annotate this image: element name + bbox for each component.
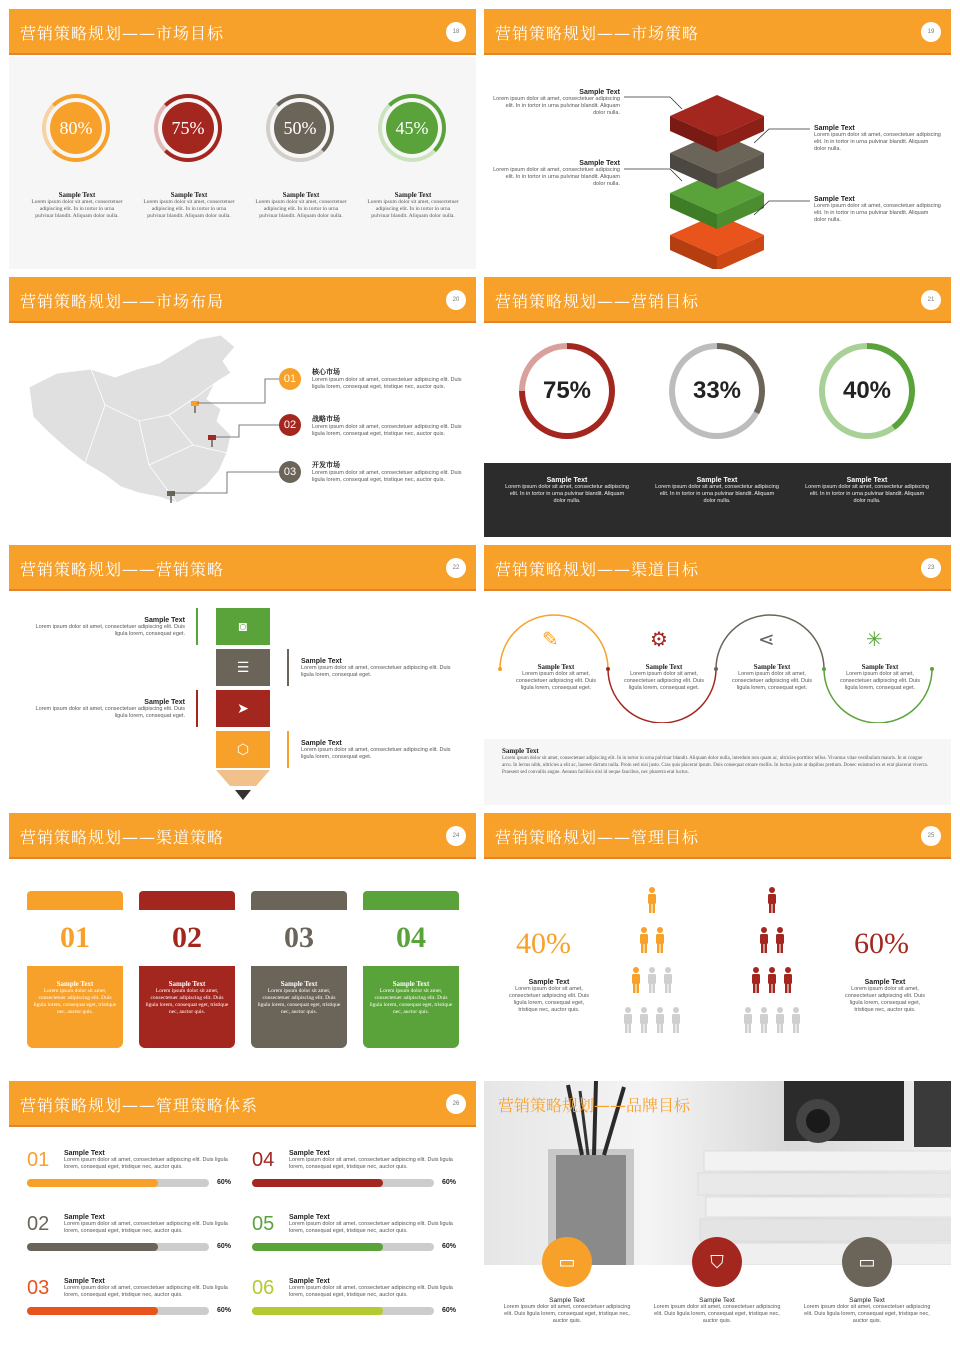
progress-fill (252, 1179, 383, 1187)
wave-timeline (484, 593, 951, 723)
percent-value: 60% (854, 927, 909, 960)
percent-value: 45% (386, 102, 438, 154)
item-label: Sample Text (58, 191, 96, 199)
item-text: Lorem ipsum dolor sit amet, consectetuer adipiscing elit. Duis ligula lorem, consequat eget, tristique nec, auctor quis. (289, 1285, 453, 1298)
bookmark-icon: ⛉ (692, 1237, 742, 1287)
item-text: Lorem ipsum dolor sit amet, consectetuer adipiscing elit. Duis ligula lorem, consequat eget, tristique nec, auctor quis. (289, 1221, 453, 1234)
item-body (289, 1150, 461, 1171)
item-number: 06 (252, 1277, 275, 1299)
share-icon: ⋖ (758, 629, 775, 651)
item (301, 740, 451, 761)
loading-icon: ✳ (866, 629, 883, 651)
person-icon (640, 927, 648, 953)
item-label: Sample Text (289, 1150, 330, 1157)
percent-value: 75% (162, 102, 214, 154)
item-label: Sample Text (696, 477, 738, 484)
page-number: 22 (446, 558, 466, 578)
page-number: 23 (921, 558, 941, 578)
item-text: Lorem ipsum dolor sit amet, consectetuer adipiscing elit. In in tortor in urna pulvinar blandit. Aliquam dolor nulla. (493, 167, 620, 187)
slide-25 (484, 813, 951, 1073)
box-label: Sample Text (502, 747, 539, 755)
content-bg (9, 57, 476, 269)
person-icon (624, 1007, 632, 1033)
progress-percent: 60% (217, 1243, 232, 1250)
item-label: Sample Text (645, 663, 683, 671)
item-label: Sample Text (549, 1297, 585, 1304)
item-label: Sample Text (579, 89, 620, 96)
item-text: Lorem ipsum dolor sit amet, consectetur adipiscing elit. In in tortor in urna pulvinar blandit. Aliquam dolor nulla. (655, 484, 779, 504)
card-text: Lorem ipsum dolor sit amet, consectetuer adipiscing elit. Duis ligula lorem, consequat eget, tristique nec, auctor quis. (257, 988, 341, 1015)
slide-23 (484, 545, 951, 805)
card-label: Sample Text (56, 980, 94, 988)
item-text: Lorem ipsum dolor sit amet, consectetuer adipiscing elit. Duis ligula lorem, consequat eget. (731, 671, 813, 691)
item-label: Sample Text (846, 477, 888, 484)
strategy-item (27, 1147, 237, 1207)
item (312, 460, 462, 484)
item-text: Lorem ipsum dolor sit amet, consectetuer adipiscing elit. In in tortor in urna pulvinar blandit. Aliquam dolor nulla. (367, 199, 459, 219)
summary-box (484, 739, 951, 805)
layer-red (670, 95, 764, 152)
slide-24 (9, 813, 476, 1073)
slide-header (484, 545, 951, 591)
item-label: Sample Text (537, 663, 575, 671)
paper-plane-icon: ➤ (216, 690, 270, 727)
item-text: Lorem ipsum dolor sit amet, consectetuer adipiscing elit. Duis ligula lorem, consequat eget, tristique nec, auctor quis. (312, 424, 462, 437)
progress-ring (154, 94, 222, 162)
card-label: Sample Text (280, 980, 318, 988)
item-number: 03 (27, 1277, 50, 1299)
card-number: 03 (284, 921, 314, 954)
item-text: Lorem ipsum dolor sit amet, consectetuer adipiscing elit. Duis ligula lorem, consequat eget, tristique nec, auctor quis. (503, 1304, 631, 1324)
slide-header (9, 813, 476, 859)
pin-icon (191, 401, 199, 406)
item-label: Sample Text (282, 191, 320, 199)
item-label: Sample Text (753, 663, 791, 671)
item-text: Lorem ipsum dolor sit amet, consectetuer adipiscing elit. Duis ligula lorem, consequat eget, tristique nec, auctor quis. (312, 377, 462, 390)
item-text: Lorem ipsum dolor sit amet, consectetuer adipiscing elit. In in tortor in urna pulvinar blandit. Aliquam dolor nulla. (493, 96, 620, 116)
item-body (64, 1278, 236, 1299)
card-text: Lorem ipsum dolor sit amet, consectetuer adipiscing elit. Duis ligula lorem, consequat eget, tristique nec, auctor quis. (33, 988, 117, 1015)
item (840, 979, 930, 1014)
item-text: Lorem ipsum dolor sit amet, consectetuer adipiscing elit. Duis ligula lorem, consequat eget. (301, 747, 451, 760)
item-text: Lorem ipsum dolor sit amet, consectetuer adipiscing elit. In in tortor in urna pulvinar blandit. Aliquam dolor nulla. (143, 199, 235, 219)
item (367, 191, 459, 220)
badge-number: 02 (283, 419, 297, 431)
progress-ring (266, 94, 334, 162)
item-label: Sample Text (579, 160, 620, 167)
item-text: Lorem ipsum dolor sit amet, consectetuer adipiscing elit. Duis ligula lorem, consequat eget, tristique nec, auctor quis. (803, 1304, 931, 1324)
item-label: Sample Text (144, 699, 185, 706)
item-text: Lorem ipsum dolor sit amet, consectetuer adipiscing elit. Duis ligula lorem, consequat eget, tristique nec, auctor quis. (508, 986, 590, 1013)
person-icon (776, 927, 784, 953)
item-text: Lorem ipsum dolor sit amet, consectetur adipiscing elit. In in tortor in urna pulvinar blandit. Aliquam dolor nulla. (505, 484, 629, 504)
item (255, 191, 347, 220)
people-pyramid-right (734, 887, 814, 1051)
percent-value: 33% (675, 349, 759, 433)
item (143, 191, 235, 220)
item (620, 663, 708, 692)
slide-header (484, 9, 951, 55)
channel-card (27, 891, 123, 1048)
slide-22 (9, 545, 476, 805)
item-label: Sample Text (699, 1297, 735, 1304)
item-text: Lorem ipsum dolor sit amet, consectetuer adipiscing elit. Duis ligula lorem, consequat eget. (515, 671, 597, 691)
item-label: Sample Text (301, 740, 342, 747)
strategy-item (252, 1147, 462, 1207)
item-number: 05 (252, 1213, 275, 1235)
progress-bar (27, 1179, 209, 1187)
strategy-item (27, 1275, 237, 1335)
progress-percent: 60% (442, 1307, 457, 1314)
slide-title: 营销策略规划——市场目标 (20, 24, 225, 43)
item-text: Lorem ipsum dolor sit amet, consectetuer adipiscing elit. Duis ligula lorem, consequat eget. (35, 624, 185, 637)
person-icon (640, 1007, 648, 1033)
progress-percent: 60% (442, 1243, 457, 1250)
slide-title: 营销策略规划——管理目标 (495, 828, 700, 847)
channel-card (139, 891, 235, 1048)
person-icon (656, 1007, 664, 1033)
slide-title: 营销策略规划——市场布局 (20, 292, 225, 311)
item-label: Sample Text (814, 196, 855, 203)
divider (287, 731, 289, 768)
person-icon (776, 1007, 784, 1033)
paperclip-icon: ✎ (542, 629, 559, 651)
item-body (289, 1278, 461, 1299)
item-body (64, 1214, 236, 1235)
item-text: Lorem ipsum dolor sit amet, consectetuer adipiscing elit. Duis ligula lorem, consequat eget. (623, 671, 705, 691)
percent-value: 40% (516, 927, 571, 960)
slide-header (9, 545, 476, 591)
page-number: 25 (921, 826, 941, 846)
person-icon (760, 1007, 768, 1033)
slide-title: 营销策略规划——渠道目标 (495, 560, 700, 579)
badge-number: 03 (283, 466, 297, 478)
item-label: Sample Text (814, 125, 855, 132)
channel-card (363, 891, 459, 1048)
item-label: Sample Text (546, 477, 588, 484)
person-icon (664, 967, 672, 993)
item (504, 477, 630, 505)
laptop-icon: ▭ (842, 1237, 892, 1287)
slide-21 (484, 277, 951, 537)
page-number: 18 (446, 22, 466, 42)
person-icon (648, 887, 656, 913)
item (512, 663, 600, 692)
slide-header (9, 9, 476, 55)
item-number: 02 (27, 1213, 50, 1235)
item (654, 477, 780, 505)
slide-title: 营销策略规划——品牌目标 (498, 1096, 691, 1115)
progress-bar (27, 1243, 209, 1251)
item-label: Sample Text (170, 191, 208, 199)
gear-icon: ⚙ (650, 629, 668, 651)
card-text: Lorem ipsum dolor sit amet, consectetuer adipiscing elit. Duis ligula lorem, consequat eget, tristique nec, auctor quis. (369, 988, 453, 1015)
pencil-tip (216, 770, 270, 800)
card-number: 04 (396, 921, 426, 954)
slide-header (9, 1081, 476, 1127)
person-icon (672, 1007, 680, 1033)
donut-chart (819, 343, 915, 439)
item-label: Sample Text (64, 1214, 105, 1221)
page-number: 24 (446, 826, 466, 846)
people-pyramid-left (614, 887, 694, 1051)
person-icon (744, 1007, 752, 1033)
item-body (289, 1214, 461, 1235)
divider (196, 608, 198, 645)
slide-27 (484, 1081, 951, 1341)
card-number: 02 (172, 921, 202, 954)
item (312, 367, 462, 391)
person-icon (768, 887, 776, 913)
slide-title: 营销策略规划——营销目标 (495, 292, 700, 311)
item-text: Lorem ipsum dolor sit amet, consectetuer adipiscing elit. In in tortor in urna pulvinar blandit. Aliquam dolor nulla. (255, 199, 347, 219)
item (652, 1297, 782, 1325)
item-label: Sample Text (864, 979, 906, 986)
progress-fill (27, 1307, 158, 1315)
slide-header (484, 277, 951, 323)
item (836, 663, 924, 692)
person-icon (656, 927, 664, 953)
item-label: Sample Text (64, 1278, 105, 1285)
item-text: Lorem ipsum dolor sit amet, consectetuer adipiscing elit. In in tortor in urna pulvinar blandit. Aliquam dolor nulla. (31, 199, 123, 219)
slide-header (9, 277, 476, 323)
slide-20 (9, 277, 476, 537)
pin-icon (167, 491, 175, 496)
person-icon (648, 967, 656, 993)
item-text: Lorem ipsum dolor sit amet, consectetuer adipiscing elit. In in tortor in urna pulvinar blandit. Aliquam dolor nulla. (814, 203, 941, 223)
progress-fill (252, 1243, 383, 1251)
page-number: 26 (446, 1094, 466, 1114)
item-label: Sample Text (301, 658, 342, 665)
item-label: 开发市场 (312, 462, 340, 469)
chat-icon: ▭ (542, 1237, 592, 1287)
item-label: Sample Text (394, 191, 432, 199)
progress-bar (252, 1307, 434, 1315)
map-shape (29, 335, 235, 503)
slide-title: 营销策略规划——渠道策略 (20, 828, 225, 847)
slide-19 (484, 9, 951, 269)
person-icon (752, 967, 760, 993)
person-icon (784, 967, 792, 993)
percent-value: 50% (274, 102, 326, 154)
donut-chart (669, 343, 765, 439)
box-icon: ⬡ (216, 731, 270, 768)
page-number: 21 (921, 290, 941, 310)
slide-18 (9, 9, 476, 269)
progress-fill (252, 1307, 383, 1315)
progress-percent: 60% (217, 1179, 232, 1186)
item (504, 979, 594, 1014)
percent-value: 80% (50, 102, 102, 154)
card-label: Sample Text (392, 980, 430, 988)
progress-bar (252, 1243, 434, 1251)
item (301, 658, 451, 679)
channel-card (251, 891, 347, 1048)
camera-icon: ◙ (216, 608, 270, 645)
slide-26 (9, 1081, 476, 1341)
item-text: Lorem ipsum dolor sit amet, consectetuer adipiscing elit. Duis ligula lorem, consequat eget, tristique nec, auctor quis. (844, 986, 926, 1013)
item-label: Sample Text (528, 979, 570, 986)
divider (196, 690, 198, 727)
item (804, 477, 930, 505)
box-text: Lorem ipsum dolor sit amet, consectetuer adipiscing elit. In in tortor in urna pulvinar blandit. Aliquam dolor nulla, interdum non quam ac, ultricies porttitor tellus. Vivamus vitae vestibulum mauris. In ut congue arcu. In lectus nibh, ultricies a elit ac, laoreet dictum nulla. Proin sed nisi justo. Cras quis placerat ipsum. Duis consequat ornare mollis. In luctus justo at dapibus pretium. Donec euismod ex et erat placerat viverra. Praesent sed convallis augue. Aenean facilisis nisi id neque faucibus, nec pharetra erat luctus. (502, 756, 928, 775)
progress-fill (27, 1243, 158, 1251)
donut-chart (519, 343, 615, 439)
slide-header (484, 813, 951, 859)
divider (287, 649, 289, 686)
item (802, 1297, 932, 1325)
item-text: Lorem ipsum dolor sit amet, consectetuer adipiscing elit. Duis ligula lorem, consequat eget. (839, 671, 921, 691)
person-icon (632, 967, 640, 993)
progress-fill (27, 1179, 158, 1187)
strategy-item (27, 1211, 237, 1271)
page-number: 20 (446, 290, 466, 310)
progress-ring (378, 94, 446, 162)
item-text: Lorem ipsum dolor sit amet, consectetuer adipiscing elit. In in tortor in urna pulvinar blandit. Aliquam dolor nulla. (814, 132, 941, 152)
strategy-item (252, 1275, 462, 1335)
slide-title: 营销策略规划——管理策略体系 (20, 1096, 259, 1115)
item-text: Lorem ipsum dolor sit amet, consectetuer adipiscing elit. Duis ligula lorem, consequat eget, tristique nec, auctor quis. (312, 470, 462, 483)
progress-percent: 60% (442, 1179, 457, 1186)
item-label: Sample Text (289, 1278, 330, 1285)
item-label: Sample Text (144, 617, 185, 624)
strategy-item (252, 1211, 462, 1271)
badge-number: 01 (283, 373, 297, 385)
item (35, 617, 185, 638)
item-label: Sample Text (289, 1214, 330, 1221)
person-icon (768, 967, 776, 993)
progress-bar (27, 1307, 209, 1315)
stack-icon: ☰ (216, 649, 270, 686)
item (492, 89, 620, 117)
card-number: 01 (60, 921, 90, 954)
progress-bar (252, 1179, 434, 1187)
percent-value: 40% (825, 349, 909, 433)
item-text: Lorem ipsum dolor sit amet, consectetuer adipiscing elit. Duis ligula lorem, consequat eget, tristique nec, auctor quis. (64, 1157, 228, 1170)
item-text: Lorem ipsum dolor sit amet, consectetur adipiscing elit. In in tortor in urna pulvinar blandit. Aliquam dolor nulla. (805, 484, 929, 504)
item-text: Lorem ipsum dolor sit amet, consectetuer adipiscing elit. Duis ligula lorem, consequat eget, tristique nec, auctor quis. (653, 1304, 781, 1324)
person-icon (792, 1007, 800, 1033)
item (312, 414, 462, 438)
page-number: 19 (921, 22, 941, 42)
item-text: Lorem ipsum dolor sit amet, consectetuer adipiscing elit. Duis ligula lorem, consequat eget. (301, 665, 451, 678)
item-text: Lorem ipsum dolor sit amet, consectetuer adipiscing elit. Duis ligula lorem, consequat eget, tristique nec, auctor quis. (64, 1285, 228, 1298)
slide-title: 营销策略规划——营销策略 (20, 560, 225, 579)
card-text: Lorem ipsum dolor sit amet, consectetuer adipiscing elit. Duis ligula lorem, consequat eget, tristique nec, auctor quis. (145, 988, 229, 1015)
item (814, 125, 942, 153)
item (31, 191, 123, 220)
item-label: 战略市场 (312, 416, 340, 423)
progress-percent: 60% (217, 1307, 232, 1314)
progress-ring (42, 94, 110, 162)
item (814, 196, 942, 224)
item (35, 699, 185, 720)
percent-value: 75% (525, 349, 609, 433)
item-label: 核心市场 (312, 369, 340, 376)
item-text: Lorem ipsum dolor sit amet, consectetuer adipiscing elit. Duis ligula lorem, consequat eget. (35, 706, 185, 719)
item-label: Sample Text (849, 1297, 885, 1304)
item-label: Sample Text (861, 663, 899, 671)
card-label: Sample Text (168, 980, 206, 988)
item-text: Lorem ipsum dolor sit amet, consectetuer adipiscing elit. Duis ligula lorem, consequat eget, tristique nec, auctor quis. (64, 1221, 228, 1234)
item (492, 160, 620, 188)
item-text: Lorem ipsum dolor sit amet, consectetuer adipiscing elit. Duis ligula lorem, consequat eget, tristique nec, auctor quis. (289, 1157, 453, 1170)
item-body (64, 1150, 236, 1171)
slide-title: 营销策略规划——市场策略 (495, 24, 700, 43)
item-number: 01 (27, 1149, 50, 1171)
item (728, 663, 816, 692)
item-label: Sample Text (64, 1150, 105, 1157)
item (502, 1297, 632, 1325)
person-icon (760, 927, 768, 953)
item-number: 04 (252, 1149, 275, 1171)
pin-icon (208, 435, 216, 440)
